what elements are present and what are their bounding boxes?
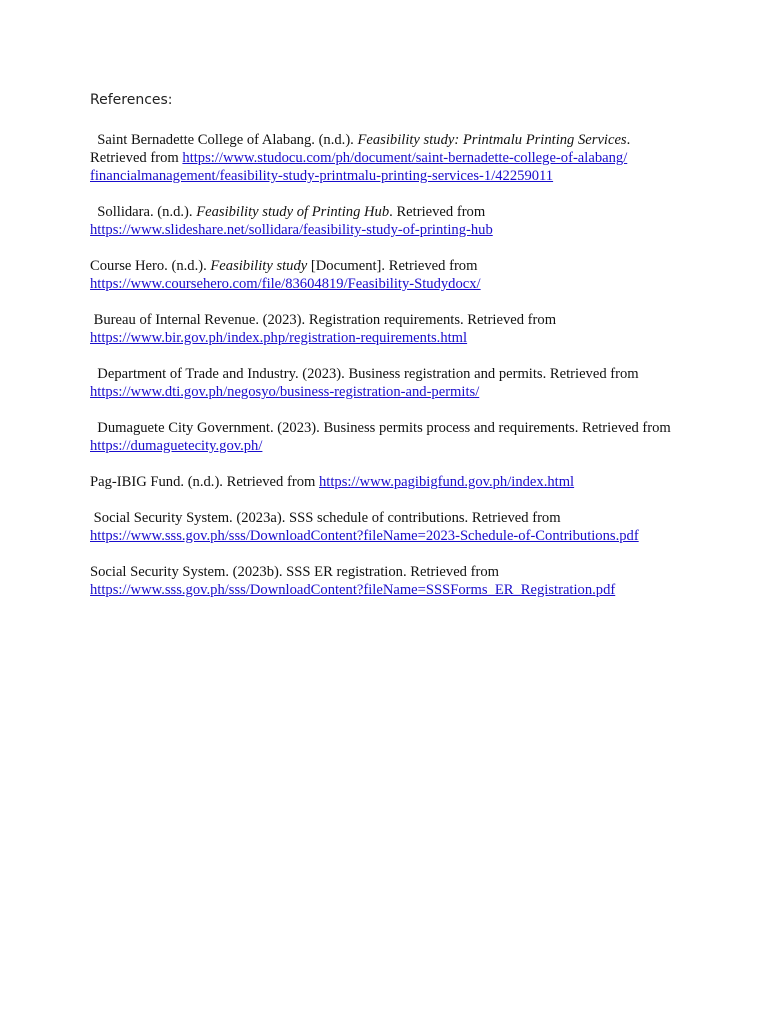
reference-item-dumaguete bbox=[90, 419, 680, 455]
reference-title: Feasibility study: Printmalu Printing Services bbox=[357, 132, 627, 148]
reference-link[interactable]: https://www.coursehero.com/file/83604819/Feasibility-Studydocx/ bbox=[90, 276, 481, 292]
reference-link[interactable]: https://www.studocu.com/ph/document/saint-bernadette-college-of-alabang/ financialmanagement/feasibility-study-printmalu-printing-services-1/42259011 bbox=[90, 150, 628, 184]
reference-link[interactable]: https://dumaguetecity.gov.ph/ bbox=[90, 438, 263, 454]
reference-list bbox=[90, 131, 680, 617]
reference-item-sss-2023a bbox=[90, 509, 680, 545]
reference-item-sss-2023b bbox=[90, 563, 680, 599]
reference-text: . Retrieved from bbox=[389, 204, 486, 220]
reference-text: Sollidara. (n.d.). bbox=[97, 204, 197, 220]
reference-link[interactable]: https://www.pagibigfund.gov.ph/index.html bbox=[319, 474, 575, 490]
reference-link[interactable]: https://www.sss.gov.ph/sss/DownloadContent?fileName=2023-Schedule-of-Contributions.pdf bbox=[90, 528, 639, 544]
reference-text: Department of Trade and Industry. (2023). Business registration and permits. Retrieved from bbox=[97, 366, 639, 382]
references-heading: References: bbox=[90, 92, 173, 108]
reference-text: [Document]. Retrieved from bbox=[307, 258, 478, 274]
reference-text: Social Security System. (2023a). SSS schedule of contributions. Retrieved from bbox=[93, 510, 561, 526]
reference-text: . Retrieved from bbox=[90, 132, 631, 166]
reference-text: Pag-IBIG Fund. (n.d.). Retrieved from bbox=[90, 474, 319, 490]
reference-link[interactable]: https://www.sss.gov.ph/sss/DownloadContent?fileName=SSSForms_ER_Registration.pdf bbox=[90, 582, 616, 598]
reference-text: Course Hero. (n.d.). bbox=[90, 258, 211, 274]
reference-link[interactable]: https://www.slideshare.net/sollidara/feasibility-study-of-printing-hub bbox=[90, 222, 493, 238]
reference-item-bir bbox=[90, 311, 680, 347]
reference-title: Feasibility study of Printing Hub bbox=[196, 204, 390, 220]
reference-item-dti bbox=[90, 365, 680, 401]
reference-item-saint-bernadette bbox=[90, 131, 680, 185]
reference-item-course-hero bbox=[90, 257, 680, 293]
reference-item-sollidara bbox=[90, 203, 680, 239]
reference-link[interactable]: https://www.dti.gov.ph/negosyo/business-registration-and-permits/ bbox=[90, 384, 480, 400]
reference-text: Bureau of Internal Revenue. (2023). Registration requirements. Retrieved from bbox=[93, 312, 557, 328]
reference-item-pag-ibig bbox=[90, 473, 680, 491]
reference-title: Feasibility study bbox=[210, 258, 308, 274]
reference-text: Saint Bernadette College of Alabang. (n.d.). bbox=[97, 132, 358, 148]
reference-text: Social Security System. (2023b). SSS ER registration. Retrieved from bbox=[90, 564, 499, 580]
reference-link[interactable]: https://www.bir.gov.ph/index.php/registration-requirements.html bbox=[90, 330, 468, 346]
reference-text: Dumaguete City Government. (2023). Business permits process and requirements. Retrieved from bbox=[97, 420, 671, 436]
